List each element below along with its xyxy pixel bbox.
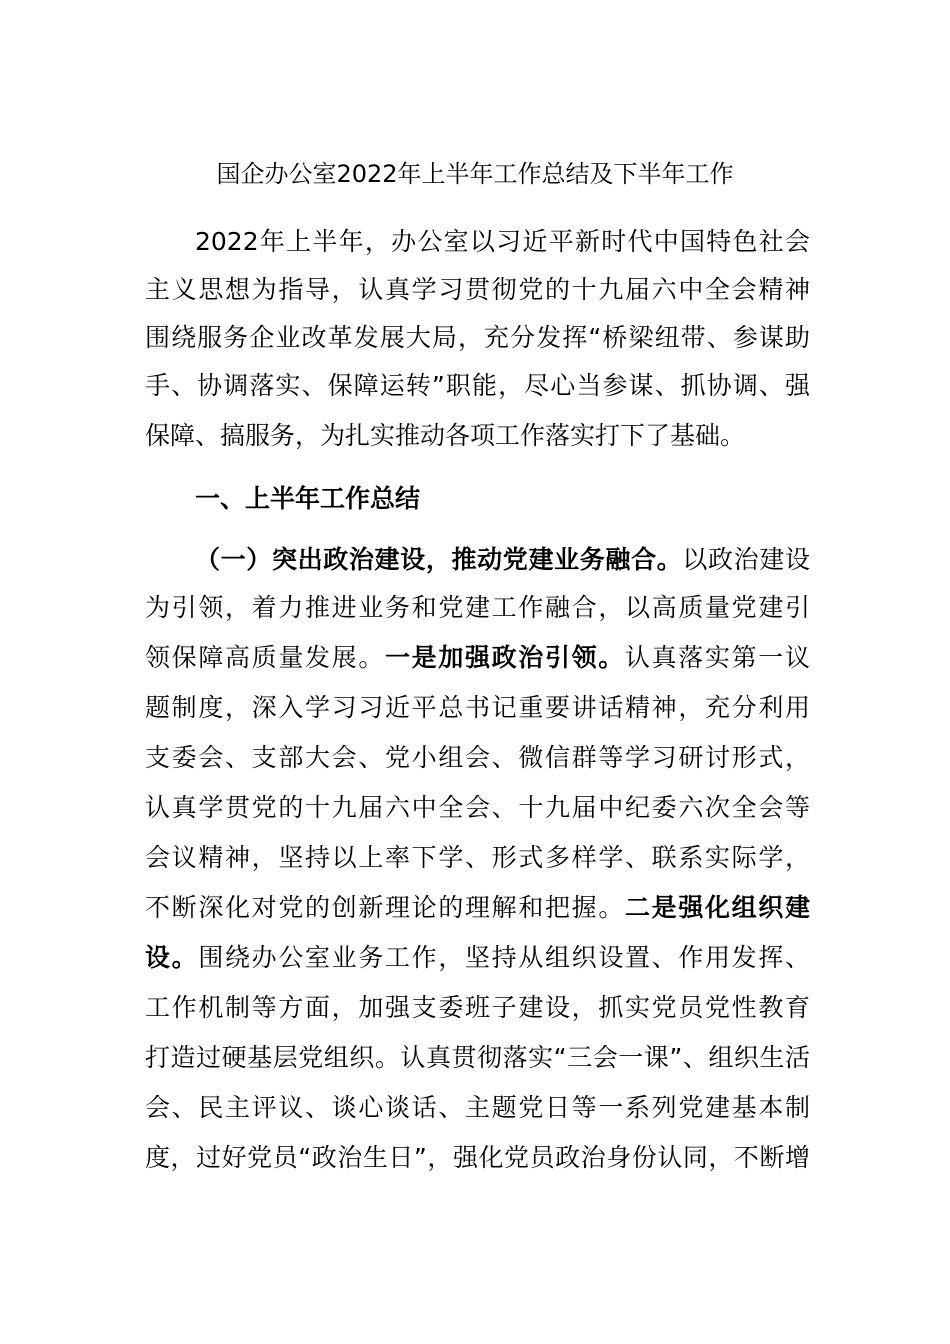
intro-line-5: 保障、搞服务，为扎实推动各项工作落实打下了基础。 bbox=[145, 421, 746, 450]
body-line-10: 工作机制等方面，加强支委班子建设，抓实党员党性教育 bbox=[145, 993, 810, 1022]
body-line-3 bbox=[145, 634, 810, 682]
body-line-8 bbox=[145, 884, 810, 932]
point-heading-2-cont: 设。 bbox=[145, 943, 199, 972]
body-line-12: 会、民主评议、谈心谈话、主题党日等一系列党建基本制 bbox=[145, 1093, 810, 1122]
body-line-9 bbox=[145, 934, 810, 982]
body-text: 不断深化对党的创新理论的理解和把握。 bbox=[145, 893, 625, 922]
sub-heading: （一）突出政治建设，推动党建业务融合。 bbox=[195, 545, 683, 574]
point-heading-1: 一是加强政治引领。 bbox=[384, 643, 625, 672]
body-text: 领保障高质量发展。 bbox=[145, 643, 385, 672]
body-line-4: 题制度，深入学习习近平总书记重要讲话精神，充分利用 bbox=[145, 693, 810, 722]
body-text: 围绕办公室业务工作，坚持从组织设置、作用发挥、 bbox=[198, 943, 810, 972]
body-text: 认真落实第一议 bbox=[624, 643, 810, 672]
intro-line-2: 主义思想为指导，认真学习贯彻党的十九届六中全会精神 bbox=[145, 275, 810, 304]
section-heading: 一、上半年工作总结 bbox=[195, 484, 421, 513]
point-heading-2: 二是强化组织建 bbox=[624, 893, 810, 922]
body-line-11: 打造过硬基层党组织。认真贯彻落实“三会一课”、组织生活 bbox=[145, 1043, 810, 1072]
body-line-5: 支委会、支部大会、党小组会、微信群等学习研讨形式， bbox=[145, 743, 810, 772]
intro-line-4: 手、协调落实、保障运转”职能，尽心当参谋、抓协调、强 bbox=[145, 371, 810, 400]
document-title: 国企办公室2022年上半年工作总结及下半年工作 bbox=[216, 160, 734, 188]
intro-line-3: 围绕服务企业改革发展大局，充分发挥“桥梁纽带、参谋助 bbox=[145, 323, 810, 352]
body-line-1 bbox=[195, 536, 810, 584]
intro-line-1: 2022年上半年，办公室以习近平新时代中国特色社会 bbox=[195, 227, 810, 256]
body-line-7: 会议精神，坚持以上率下学、形式多样学、联系实际学， bbox=[145, 843, 810, 872]
body-line-6: 认真学贯党的十九届六中全会、十九届中纪委六次全会等 bbox=[145, 793, 810, 822]
body-text: 以政治建设 bbox=[682, 545, 810, 574]
body-line-13: 度，过好党员“政治生日”，强化党员政治身份认同，不断增 bbox=[145, 1143, 810, 1172]
body-line-2: 为引领，着力推进业务和党建工作融合，以高质量党建引 bbox=[145, 593, 810, 622]
